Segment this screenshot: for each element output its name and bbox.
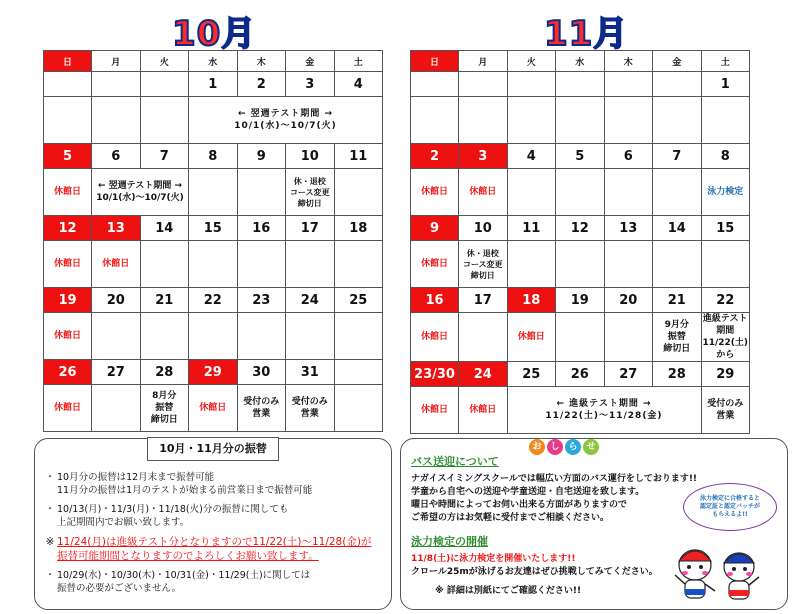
- day-number: 22: [189, 288, 238, 313]
- advancement-test-span: [507, 387, 701, 434]
- swim-test-line2: クロール25mが泳げるお友達はぜひ挑戦してみてください。: [411, 567, 658, 577]
- note-line: 締切日: [297, 198, 322, 208]
- event-cell: [556, 169, 605, 216]
- day-number: 28: [140, 360, 189, 385]
- closed-day: 休館日: [44, 313, 92, 360]
- day-number: 10: [286, 144, 335, 169]
- day-number: 10: [459, 216, 508, 241]
- day-number: 23: [237, 288, 286, 313]
- note-line: コース変更: [289, 187, 330, 197]
- day-number: 16: [411, 288, 459, 313]
- makeup-info-list: [43, 471, 387, 601]
- day-number: 24: [286, 288, 335, 313]
- test-period-span: [92, 169, 189, 216]
- day-number: 12: [556, 216, 605, 241]
- speech-bubble: [683, 483, 777, 531]
- day-empty: [556, 72, 605, 97]
- item-line: 10/29(水)・10/30(木)・10/31(金)・11/29(土)に関しては: [57, 570, 311, 581]
- reception-only: [701, 387, 750, 434]
- test-period-dates: 10/1(水)～10/7(火): [234, 121, 337, 131]
- day-number: 23/30: [411, 362, 459, 387]
- event-cell: [140, 241, 189, 288]
- day-number: 3: [286, 72, 335, 97]
- makeup-info-title: 10月・11月分の振替: [147, 437, 279, 461]
- weekday-tue: 火: [507, 51, 556, 72]
- event-cell: [604, 169, 653, 216]
- day-number: 16: [237, 216, 286, 241]
- note-line: 休・退校: [466, 248, 499, 258]
- closed-day: 休館日: [411, 313, 459, 362]
- makeup-deadline: [653, 313, 702, 362]
- event-cell: [334, 241, 383, 288]
- day-number: 17: [286, 216, 335, 241]
- event-cell: [334, 169, 383, 216]
- event-cell: [459, 313, 508, 362]
- test-period-start: [701, 313, 750, 362]
- note-line: 受付のみ: [707, 399, 744, 409]
- day-number: 25: [334, 288, 383, 313]
- note-line: 9月分: [664, 320, 689, 330]
- day-number: 18: [507, 288, 556, 313]
- day-empty: [604, 72, 653, 97]
- event-cell: [604, 313, 653, 362]
- weekday-sat: 土: [701, 51, 750, 72]
- november-title: 11月: [544, 14, 629, 54]
- day-number: 6: [92, 144, 141, 169]
- note-line: 受付のみ: [243, 397, 280, 407]
- note-line: 営業: [252, 409, 271, 419]
- note-line: 休・退校: [293, 176, 326, 186]
- notice-char: し: [547, 439, 563, 455]
- weekday-wed: 水: [556, 51, 605, 72]
- weekday-mon: 月: [459, 51, 508, 72]
- day-empty: [459, 72, 508, 97]
- weekday-mon: 月: [92, 51, 141, 72]
- event-cell: [556, 97, 605, 144]
- list-item: [43, 471, 387, 497]
- event-cell: [701, 241, 750, 288]
- event-cell: [701, 97, 750, 144]
- list-item: [43, 503, 387, 529]
- event-cell: [459, 97, 508, 144]
- item-line: 11月分の振替は1月のテストが始まる前営業日まで振替可能: [57, 485, 313, 496]
- event-cell: [189, 313, 238, 360]
- note-line: 受付のみ: [291, 397, 328, 407]
- weekday-thu: 木: [237, 51, 286, 72]
- bus-line: ご希望の方はお気軽に受付までご相談ください。: [411, 513, 610, 523]
- closed-day: 休館日: [411, 241, 459, 288]
- weekday-sun: 日: [44, 51, 92, 72]
- day-number: 4: [334, 72, 383, 97]
- bus-line: 学童から自宅への送迎や学童送迎・自宅送迎を致します。: [411, 487, 645, 497]
- event-cell: [604, 97, 653, 144]
- weekday-sat: 土: [334, 51, 383, 72]
- closed-day: 休館日: [44, 241, 92, 288]
- item-line: 上記期間内でお願い致します。: [57, 517, 190, 528]
- event-cell: [556, 313, 605, 362]
- day-number: 2: [411, 144, 459, 169]
- day-number: 27: [92, 360, 141, 385]
- item-line: 11/24(月)は進級テスト分となりますので11/22(土)～11/28(金)が: [57, 536, 372, 548]
- item-text: [57, 569, 310, 595]
- item-text: [57, 535, 371, 563]
- day-number: 9: [237, 144, 286, 169]
- day-number: 27: [604, 362, 653, 387]
- day-number: 7: [653, 144, 702, 169]
- note-line: 進級テスト期間: [702, 314, 748, 336]
- day-number: 4: [507, 144, 556, 169]
- note-line: 締切日: [663, 344, 691, 354]
- event-cell: [189, 241, 238, 288]
- swim-test-line1: 11/8(土)に泳力検定を開催いたします!!: [411, 554, 576, 564]
- day-number: 13: [92, 216, 141, 241]
- event-cell: [140, 313, 189, 360]
- event-cell: [92, 385, 141, 432]
- event-cell: [334, 313, 383, 360]
- day-number: 15: [701, 216, 750, 241]
- closed-day: 休館日: [44, 169, 92, 216]
- day-number: 18: [334, 216, 383, 241]
- bus-heading: バス送迎について: [411, 455, 499, 468]
- closed-day: 休館日: [459, 169, 508, 216]
- closed-day: 休館日: [459, 387, 508, 434]
- event-cell: [189, 169, 238, 216]
- notice-box: [400, 438, 788, 610]
- day-number: 3: [459, 144, 508, 169]
- event-cell: [653, 241, 702, 288]
- note-line: 振替: [155, 403, 174, 413]
- reception-only: [237, 385, 286, 432]
- notice-char: お: [529, 439, 545, 455]
- weekday-sun: 日: [411, 51, 459, 72]
- day-number: 24: [459, 362, 508, 387]
- weekday-fri: 金: [653, 51, 702, 72]
- important-note: [43, 535, 387, 563]
- day-number: 13: [604, 216, 653, 241]
- item-line: 10/13(月)・11/3(月)・11/18(火)分の振替に関しても: [57, 504, 289, 515]
- day-number: 8: [701, 144, 750, 169]
- closed-day: 休館日: [92, 241, 141, 288]
- day-number: 21: [653, 288, 702, 313]
- event-cell: [140, 97, 189, 144]
- mascot-illustration: [663, 535, 773, 607]
- item-line: 10月分の振替は12月末まで振替可能: [57, 472, 215, 483]
- bullet: ・: [45, 570, 55, 581]
- closed-day: 休館日: [411, 387, 459, 434]
- closed-day: 休館日: [411, 169, 459, 216]
- test-period-dates: 11/22(土)～11/28(金): [545, 411, 663, 421]
- weekday-wed: 水: [189, 51, 238, 72]
- note-line: 営業: [716, 411, 735, 421]
- day-number: 17: [459, 288, 508, 313]
- bullet: ・: [45, 504, 55, 515]
- day-empty: [92, 72, 141, 97]
- bubble-line: 泳力検定に合格すると: [699, 495, 760, 502]
- item-line: 振替の必要がございません。: [57, 583, 182, 594]
- test-period-label: ← 翌週テスト期間 →: [238, 109, 333, 119]
- day-number: 22: [701, 288, 750, 313]
- day-number: 14: [653, 216, 702, 241]
- day-number: 6: [604, 144, 653, 169]
- reception-only: [286, 385, 335, 432]
- list-item: [43, 569, 387, 595]
- day-number: 2: [237, 72, 286, 97]
- event-cell: [44, 97, 92, 144]
- day-number: 5: [556, 144, 605, 169]
- day-number: 14: [140, 216, 189, 241]
- closed-day: 休館日: [189, 385, 238, 432]
- event-cell: [334, 385, 383, 432]
- closed-day: 休館日: [507, 313, 556, 362]
- notice-char: せ: [583, 439, 599, 455]
- withdrawal-deadline: [286, 169, 335, 216]
- day-number: 20: [92, 288, 141, 313]
- day-empty: [653, 72, 702, 97]
- october-calendar: [43, 50, 383, 432]
- note-line: コース変更: [462, 259, 503, 269]
- event-cell: [653, 97, 702, 144]
- event-cell: [556, 241, 605, 288]
- day-number: 12: [44, 216, 92, 241]
- item-text: [57, 503, 288, 529]
- note-line: 11/22(土)から: [702, 338, 749, 360]
- event-cell: [237, 169, 286, 216]
- note-line: 営業: [300, 409, 319, 419]
- day-number: 5: [44, 144, 92, 169]
- event-cell: [92, 97, 141, 144]
- october-title: 10月: [172, 14, 257, 54]
- day-number: 19: [44, 288, 92, 313]
- swim-test-note: ※ 詳細は別紙にてご確認ください!!: [435, 586, 582, 596]
- event-cell: [507, 169, 556, 216]
- weekday-fri: 金: [286, 51, 335, 72]
- event-cell: [507, 241, 556, 288]
- day-number: 21: [140, 288, 189, 313]
- note-line: 振替: [667, 332, 686, 342]
- day-number: 1: [701, 72, 750, 97]
- withdrawal-deadline: [459, 241, 508, 288]
- bubble-line: 認定証と認定バッチが: [699, 503, 760, 510]
- day-empty: [411, 72, 459, 97]
- bus-text: [411, 473, 701, 525]
- swim-test-heading: 泳力検定の開催: [411, 535, 488, 548]
- day-number: 11: [507, 216, 556, 241]
- note-line: 締切日: [470, 270, 495, 280]
- swim-test-day: 泳力検定: [701, 169, 750, 216]
- november-calendar: [410, 50, 750, 434]
- bus-line: ナガイスイミングスクールでは幅広い方面のバス運行をしております!!: [411, 474, 698, 484]
- day-number: 29: [189, 360, 238, 385]
- bullet: ・: [45, 472, 55, 483]
- notice-badge: [529, 439, 599, 455]
- day-number: 19: [556, 288, 605, 313]
- day-empty: [140, 72, 189, 97]
- day-number: 26: [44, 360, 92, 385]
- note-line: 締切日: [150, 415, 178, 425]
- day-empty: [507, 72, 556, 97]
- note-line: 8月分: [152, 391, 177, 401]
- item-line: 振替可能期間となりますのでよろしくお願い致します。: [57, 550, 319, 562]
- bus-line: 曜日や時間によってお伺い出来る方面がありますので: [411, 500, 628, 510]
- day-number: 29: [701, 362, 750, 387]
- day-number: 26: [556, 362, 605, 387]
- day-number: 30: [237, 360, 286, 385]
- day-number: 9: [411, 216, 459, 241]
- day-number: 25: [507, 362, 556, 387]
- bullet: ※: [45, 536, 55, 548]
- event-cell: [653, 169, 702, 216]
- event-cell: [286, 313, 335, 360]
- day-number: 15: [189, 216, 238, 241]
- event-cell: [411, 97, 459, 144]
- makeup-deadline: [140, 385, 189, 432]
- weekday-thu: 木: [604, 51, 653, 72]
- event-cell: [507, 97, 556, 144]
- day-empty: [44, 72, 92, 97]
- event-cell: [92, 313, 141, 360]
- day-empty: [334, 360, 383, 385]
- event-cell: [286, 241, 335, 288]
- day-number: 1: [189, 72, 238, 97]
- bubble-line: もらえるよ!!: [712, 511, 748, 518]
- test-period-dates: 10/1(水)～10/7(火): [96, 193, 184, 203]
- day-number: 8: [189, 144, 238, 169]
- day-number: 20: [604, 288, 653, 313]
- test-period-span: [189, 97, 383, 144]
- test-period-label: ← 翌週テスト期間 →: [98, 181, 182, 191]
- day-number: 28: [653, 362, 702, 387]
- event-cell: [237, 241, 286, 288]
- event-cell: [237, 313, 286, 360]
- makeup-info-box: [34, 438, 392, 610]
- item-text: [57, 471, 312, 497]
- day-number: 31: [286, 360, 335, 385]
- test-period-label: ← 進級テスト期間 →: [556, 399, 652, 409]
- closed-day: 休館日: [44, 385, 92, 432]
- notice-char: ら: [565, 439, 581, 455]
- event-cell: [604, 241, 653, 288]
- weekday-tue: 火: [140, 51, 189, 72]
- day-number: 7: [140, 144, 189, 169]
- day-number: 11: [334, 144, 383, 169]
